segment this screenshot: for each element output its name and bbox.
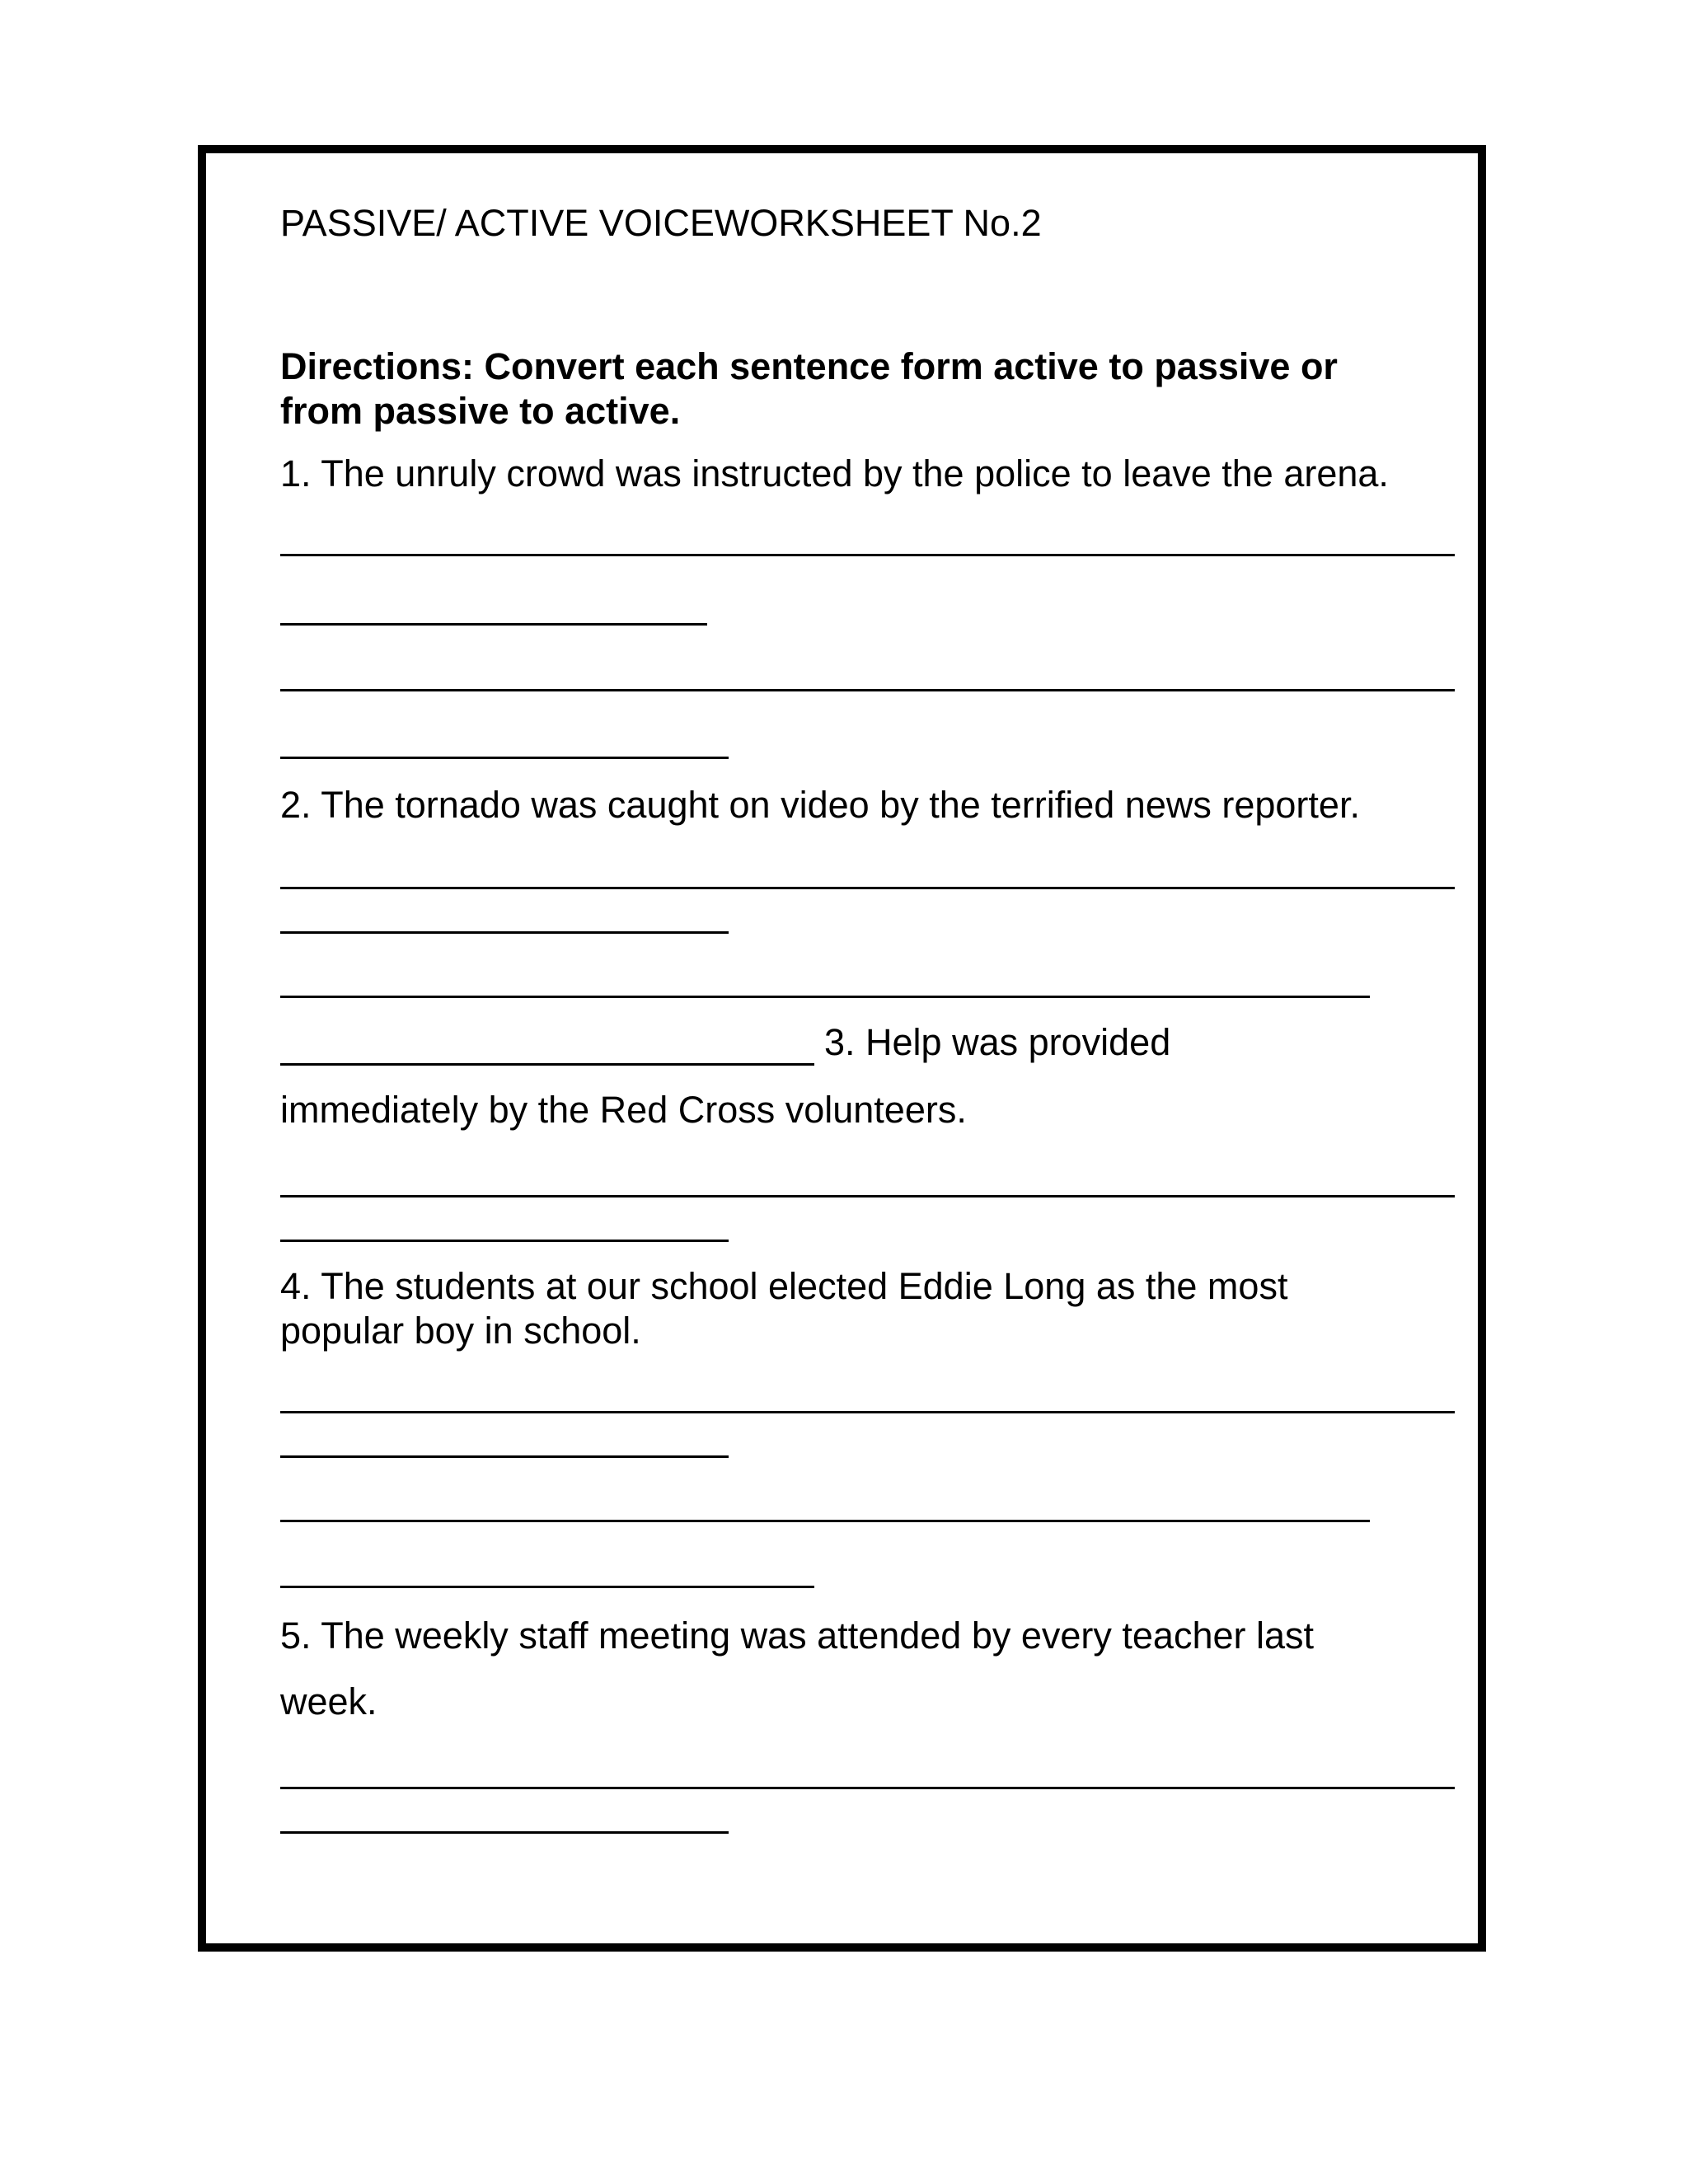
- directions-line-2: from passive to active.: [280, 390, 681, 432]
- question-1: 1. The unruly crowd was instructed by the police to leave the arena.: [280, 452, 1389, 494]
- question-5-line-1: 5. The weekly staff meeting was attended by every teacher last: [280, 1615, 1315, 1657]
- question-3-start: 3. Help was provided: [824, 1021, 1171, 1063]
- question-3-end: immediately by the Red Cross volunteers.: [280, 1089, 967, 1131]
- directions-line-1: Directions: Convert each sentence form active to passive or: [280, 345, 1338, 387]
- answer-line-1b[interactable]: [280, 623, 707, 626]
- answer-line-5b[interactable]: [280, 1831, 729, 1834]
- answer-line-4b[interactable]: [280, 1455, 729, 1458]
- answer-line-2a[interactable]: [280, 887, 1455, 889]
- answer-line-1a[interactable]: [280, 554, 1455, 556]
- answer-line-2c[interactable]: [280, 996, 1370, 998]
- answer-line-2d[interactable]: [280, 1063, 814, 1066]
- worksheet-title: PASSIVE/ ACTIVE VOICEWORKSHEET No.2: [280, 202, 1042, 244]
- question-5-line-2: week.: [280, 1680, 377, 1722]
- answer-line-4d[interactable]: [280, 1586, 814, 1588]
- answer-line-1d[interactable]: [280, 757, 729, 759]
- answer-line-1c[interactable]: [280, 689, 1455, 691]
- answer-line-3b[interactable]: [280, 1240, 729, 1242]
- question-4-line-2: popular boy in school.: [280, 1310, 641, 1352]
- answer-line-3a[interactable]: [280, 1195, 1455, 1197]
- answer-line-4a[interactable]: [280, 1411, 1455, 1413]
- answer-line-4c[interactable]: [280, 1520, 1370, 1522]
- question-4-line-1: 4. The students at our school elected Eddie Long as the most: [280, 1265, 1288, 1307]
- question-2: 2. The tornado was caught on video by the terrified news reporter.: [280, 784, 1360, 826]
- answer-line-5a[interactable]: [280, 1787, 1455, 1789]
- answer-line-2b[interactable]: [280, 931, 729, 934]
